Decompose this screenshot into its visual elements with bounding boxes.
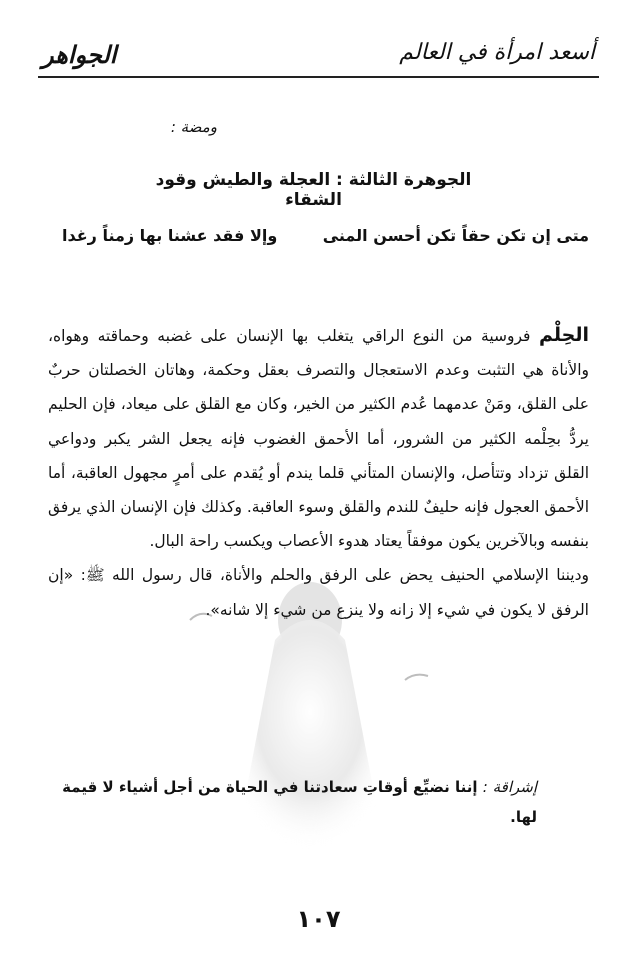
ishraqa-text: إننا نضيِّع أوقاتِ سعادتنا في الحياة من أجل أشياء لا قيمة لها. <box>62 778 537 826</box>
header-rule <box>38 76 599 78</box>
verse-first-hemistich: متى إن تكن حقاً تكن أحسن المنى <box>322 226 589 245</box>
verse-second-hemistich: وإلا فقد عشنا بها زمناً رغدا <box>62 226 278 245</box>
chapter-title: الجوهرة الثالثة : العجلة والطيش وقود الشقاء <box>155 170 472 210</box>
body-text <box>48 318 589 627</box>
paragraph-1 <box>48 318 589 558</box>
ishraqa-box <box>60 772 537 832</box>
paragraph-2: وديننا الإسلامي الحنيف يحض على الرفق والحلم والأناة، قال رسول الله ﷺ: «إن الرفق لا يكون في شيء إلا زانه ولا ينزع من شيء إلا شانه». <box>48 566 589 619</box>
ishraqa-label: إشراقة : <box>482 778 537 796</box>
paragraph-lead-word: الحِلْم <box>538 324 589 346</box>
running-header <box>38 38 599 78</box>
header-section-title: الجواهر <box>42 40 117 69</box>
header-book-title: أسعد امرأة في العالم <box>399 40 595 65</box>
page-number: ١٠٧ <box>296 905 341 933</box>
flash-heading: ومضة : <box>170 118 217 136</box>
paragraph-1-text: فروسية من النوع الراقي يتغلب بها الإنسان على غضبه وحماقته وهواه، والأناة هي التثبت وعدم الاستعجال والتصرف بعقل وحكمة، وهاتان الخصلتان حربٌ على القلق، ومَنْ عدمهما عُدم الكثير من الخير، وكان مع القلق على ميعاد، فإن الحليم يردُّ بحِلْمه الكثير من الشرور، أما الأحمق الغضوب فإنه يجعل الشر يكبر ودواعي القلق تزداد وتتأصل، والإنسان المتأني قلما يندم أو يُقدم على أمرٍ مجهول العاقبة، أما الأحمق العجول فإنه حليفٌ للندم والقلق وسوء العاقبة. وكذلك فإن الإنسان الذي يرفق بنفسه وبالآخرين يكون موفقاً يعتاد هدوء الأعصاب ويكسب راحة البال. <box>48 327 589 551</box>
